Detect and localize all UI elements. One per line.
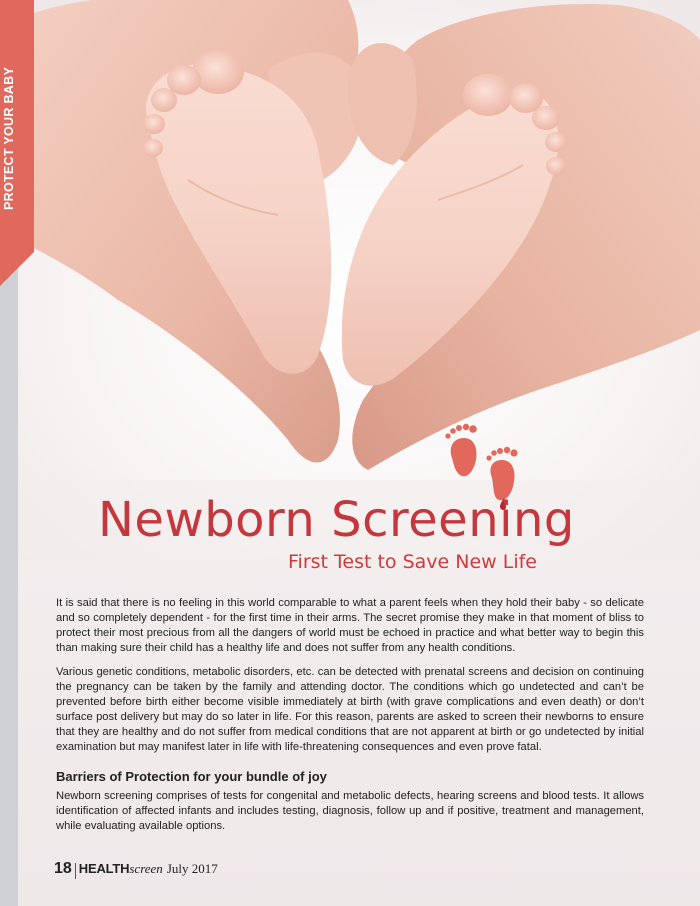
body-paragraph: Newborn screening comprises of tests for congenital and metabolic defects, hearing screens and blood tests. It allows identification of affected infants and includes testing, diagnosis, follow up and if positive, treatment and management, while evaluating available options.	[56, 790, 644, 832]
issue-date: July 2017	[166, 861, 218, 876]
section-tab	[0, 0, 34, 290]
page-footer	[54, 860, 218, 882]
magazine-name-italic: screen	[129, 861, 163, 876]
section-heading: Barriers of Protection for your bundle of joy	[56, 769, 327, 784]
footer-divider	[75, 863, 76, 879]
article-title: Newborn Screening	[98, 492, 575, 548]
body-paragraph: Various genetic conditions, metabolic disorders, etc. can be detected with prenatal screens and decision on continuing the pregnancy can be taken by the family and attending doctor. The conditions which go undetected and can’t be prevented before birth either become visible immediately at birth (with grave complications and even death) or don’t surface post delivery but may do so later in life. For this reason, parents are asked to screen their newborns to ensure that they are healthy and do not suffer from medical conditions that are not apparent at birth or go undetected by initial examination but may manifest later in life with life-threatening consequences and even prove fatal.	[56, 666, 644, 753]
hero-image-baby-feet-heart	[18, 0, 700, 560]
article-body	[56, 596, 644, 843]
page-number: 18	[54, 860, 72, 877]
section-tab-label: PROTECT YOUR BABY	[2, 66, 16, 210]
body-paragraph: It is said that there is no feeling in this world comparable to what a parent feels when they hold their baby - so delicate and so completely dependent - for the first time in their arms. The secret promise they make in that moment of bliss to protect their most precious from all the dangers of world must be echoed in practice and what better way to begin this than making sure their child has a healthy life and does not suffer from any health conditions.	[56, 597, 644, 654]
article-subtitle: First Test to Save New Life	[288, 551, 537, 573]
magazine-name-bold: HEALTH	[78, 861, 130, 876]
